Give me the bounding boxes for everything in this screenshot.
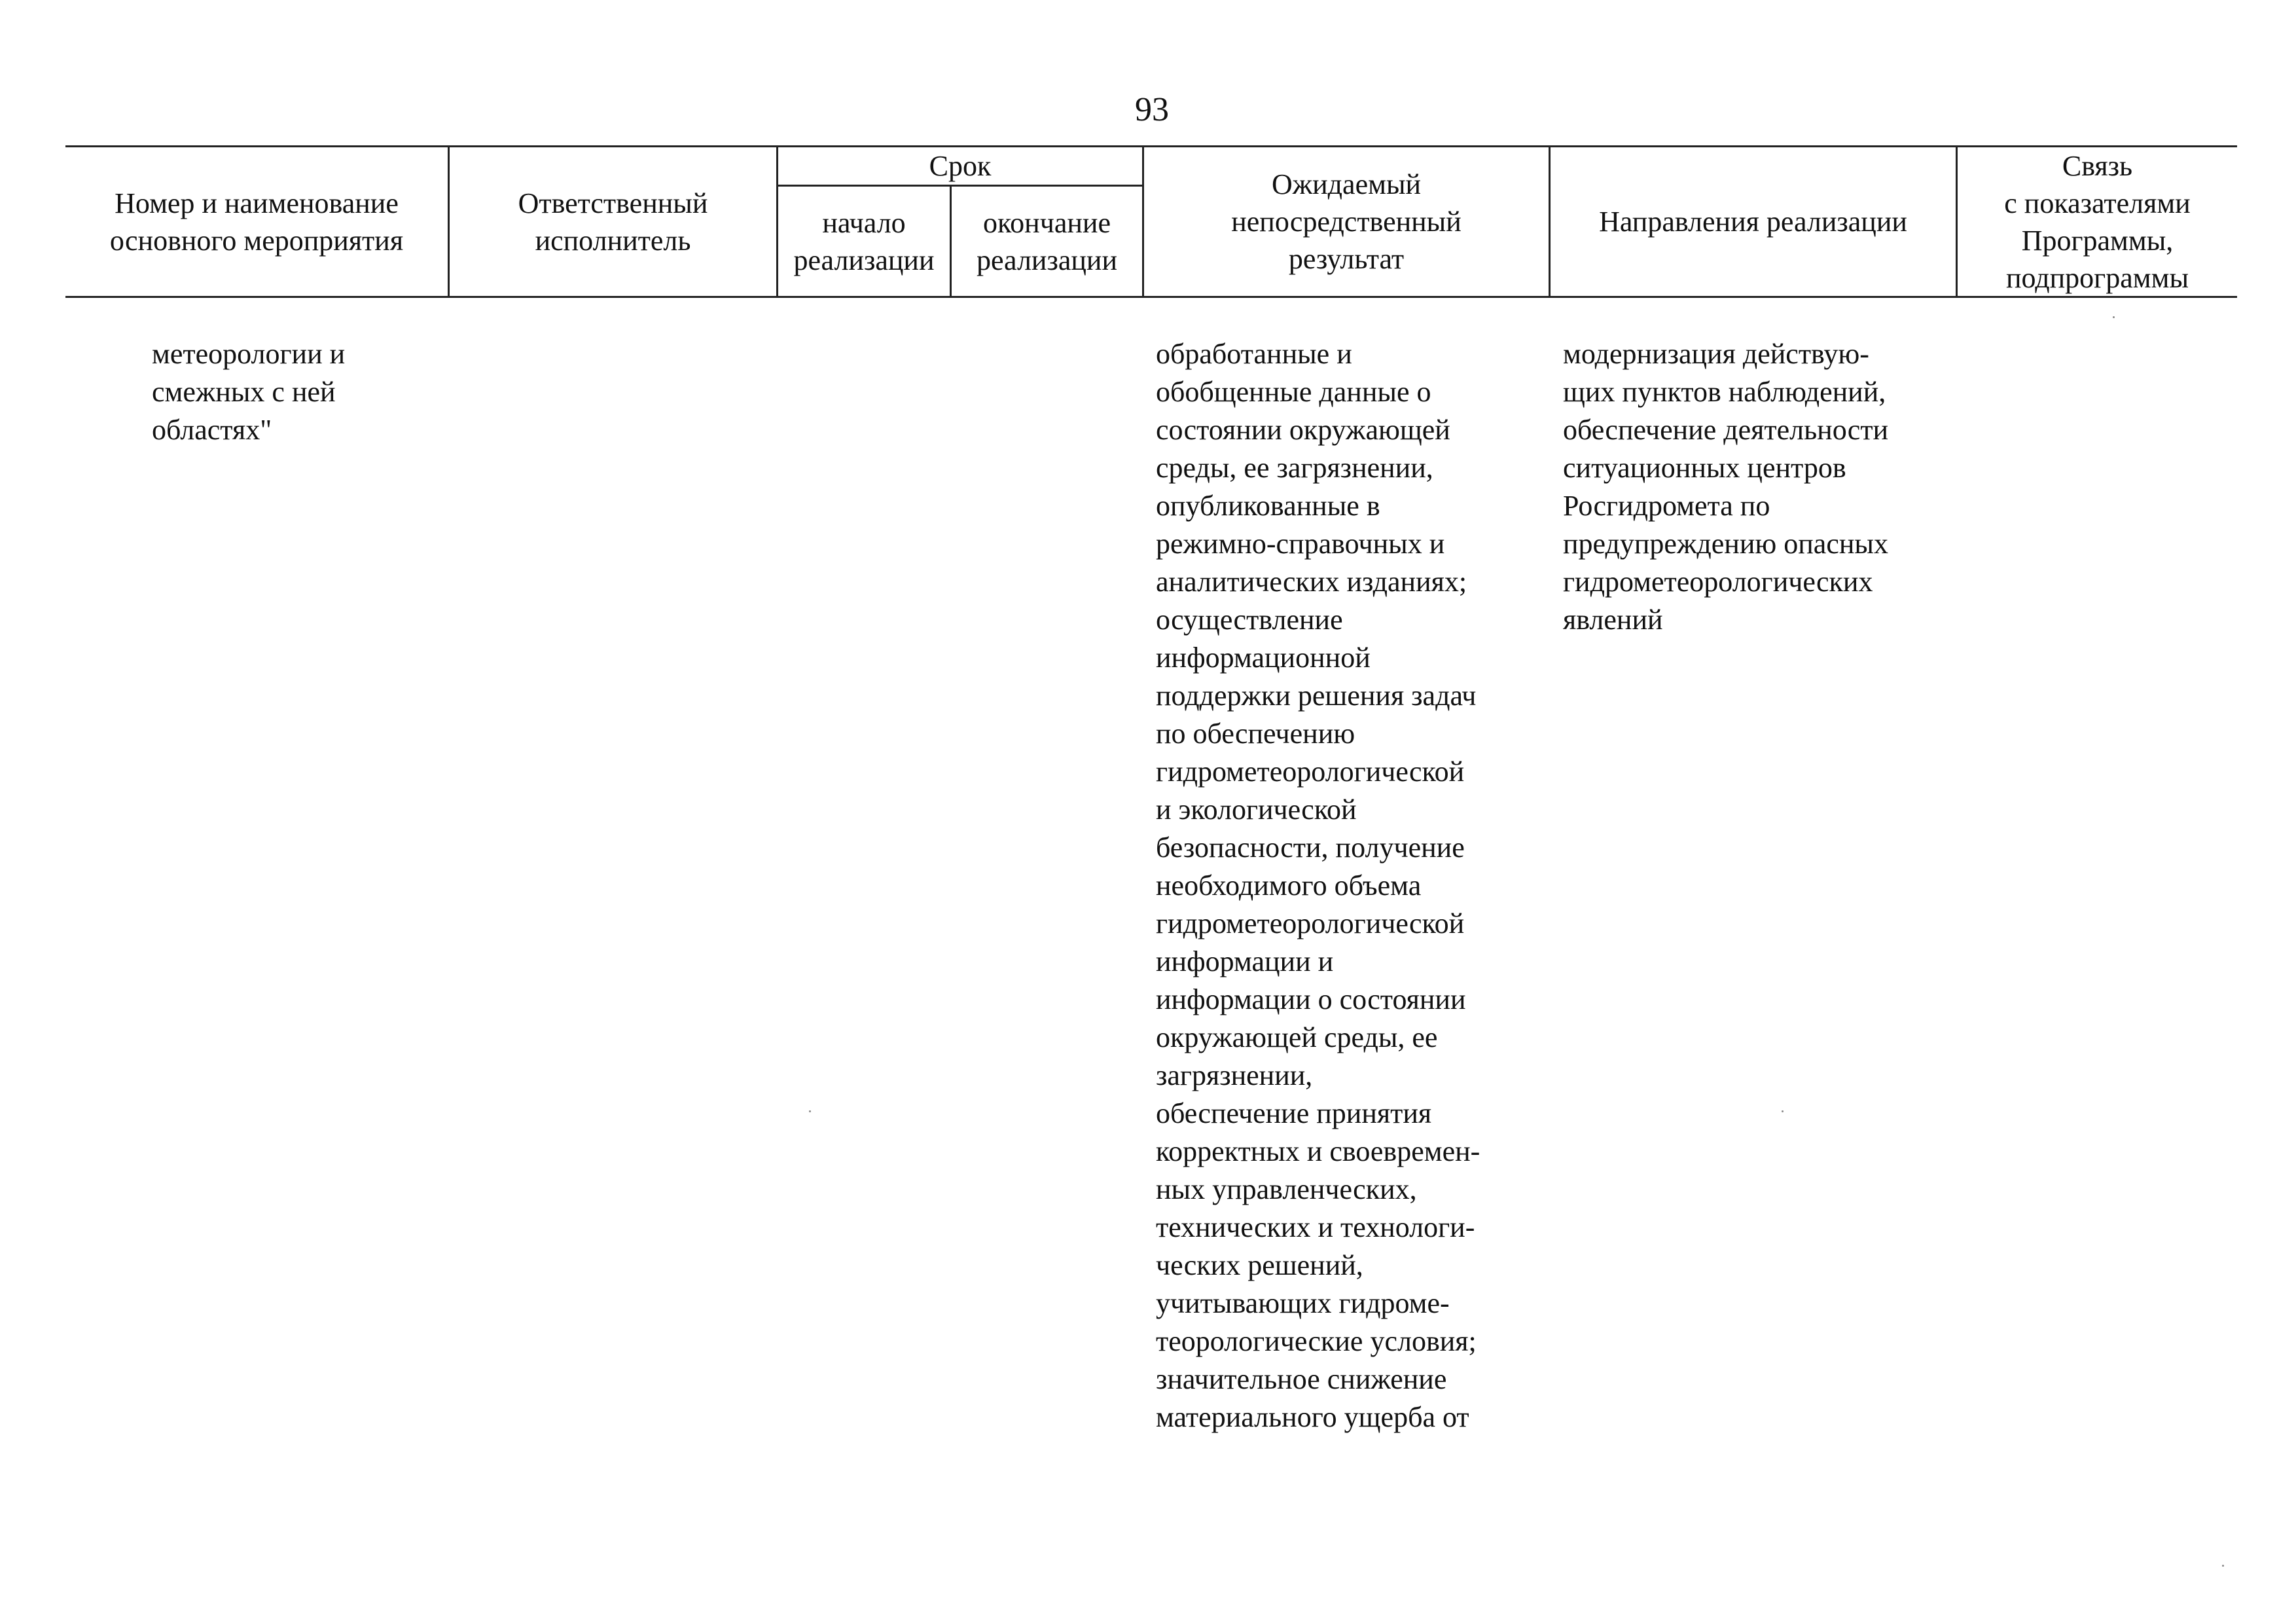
header-line: Программы,	[2021, 224, 2174, 257]
text-line: окружающей среды, ее	[1156, 1021, 1438, 1053]
header-line: Срок	[929, 150, 992, 182]
text-line: ческих решений,	[1156, 1249, 1363, 1281]
header-end	[952, 187, 1142, 296]
header-line: Ожидаемый	[1271, 168, 1422, 200]
text-line: аналитических изданиях;	[1156, 566, 1467, 598]
text-line: Росгидромета по	[1563, 490, 1770, 522]
page-number: 93	[1135, 91, 1169, 128]
header-expected-result	[1144, 147, 1549, 296]
text-line: гидрометеорологических	[1563, 566, 1873, 598]
text-line: осуществление	[1156, 604, 1343, 636]
header-responsible-executor	[450, 147, 776, 296]
header-directions	[1551, 147, 1956, 296]
text-line: технических и технологи-	[1156, 1211, 1475, 1243]
header-line: Направления реализации	[1599, 206, 1907, 238]
header-start	[778, 187, 950, 296]
scan-speck	[2113, 316, 2115, 318]
header-line: реализации	[793, 244, 935, 276]
scan-speck	[2222, 1565, 2224, 1567]
text-line: информационной	[1156, 642, 1371, 674]
text-line: обеспечение принятия	[1156, 1097, 1432, 1129]
text-line: предупреждению опасных	[1563, 528, 1888, 560]
header-line: реализации	[976, 244, 1118, 276]
text-line: смежных с ней	[152, 376, 336, 408]
text-line: обобщенные данные о	[1156, 376, 1431, 408]
header-line: исполнитель	[535, 224, 691, 257]
text-line: информации о состоянии	[1156, 983, 1466, 1015]
text-line: обеспечение деятельности	[1563, 414, 1889, 446]
text-line: щих пунктов наблюдений,	[1563, 376, 1886, 408]
text-line: опубликованные в	[1156, 490, 1380, 522]
text-line: и экологической	[1156, 793, 1357, 826]
text-line: метеорологии и	[152, 338, 346, 370]
text-line: загрязнении,	[1156, 1059, 1313, 1091]
text-line: информации и	[1156, 945, 1334, 977]
text-line: режимно-справочных и	[1156, 528, 1445, 560]
table-header-bottom-border	[65, 296, 2237, 298]
row-event-name	[152, 335, 345, 449]
text-line: значительное снижение	[1156, 1363, 1447, 1395]
header-line: Номер и наименование	[115, 187, 399, 219]
text-line: гидрометеорологической	[1156, 907, 1465, 939]
header-program-indicators	[1958, 147, 2237, 296]
scan-speck	[1782, 1110, 1784, 1112]
text-line: состоянии окружающей	[1156, 414, 1450, 446]
header-line: непосредственный	[1231, 206, 1462, 238]
text-line: обработанные и	[1156, 338, 1352, 370]
header-line: Ответственный	[518, 187, 708, 219]
header-line: с показателями	[2004, 187, 2191, 219]
text-line: модернизация действую-	[1563, 338, 1869, 370]
text-line: поддержки решения задач	[1156, 680, 1477, 712]
text-line: корректных и своевремен-	[1156, 1135, 1480, 1167]
row-directions	[1563, 335, 1888, 639]
header-line: основного мероприятия	[109, 224, 404, 257]
text-line: по обеспечению	[1156, 718, 1355, 750]
row-expected-result	[1156, 335, 1480, 1436]
text-line: учитывающих гидроме-	[1156, 1287, 1450, 1319]
header-line: подпрограммы	[2005, 261, 2189, 294]
header-line: результат	[1288, 243, 1405, 275]
text-line: явлений	[1563, 604, 1663, 636]
header-line: начало	[822, 206, 906, 239]
header-srok	[778, 147, 1142, 185]
text-line: среды, ее загрязнении,	[1156, 452, 1433, 484]
text-line: ных управленческих,	[1156, 1173, 1417, 1205]
text-line: необходимого объема	[1156, 869, 1422, 902]
header-line: Связь	[2062, 149, 2133, 182]
header-line: окончание	[983, 206, 1111, 239]
text-line: теорологические условия;	[1156, 1325, 1477, 1357]
text-line: безопасности, получение	[1156, 831, 1465, 864]
text-line: гидрометеорологической	[1156, 756, 1465, 788]
text-line: областях"	[152, 414, 272, 446]
header-number-and-name	[65, 147, 448, 296]
text-line: материального ущерба от	[1156, 1401, 1469, 1433]
text-line: ситуационных центров	[1563, 452, 1846, 484]
scan-speck	[809, 1110, 811, 1112]
